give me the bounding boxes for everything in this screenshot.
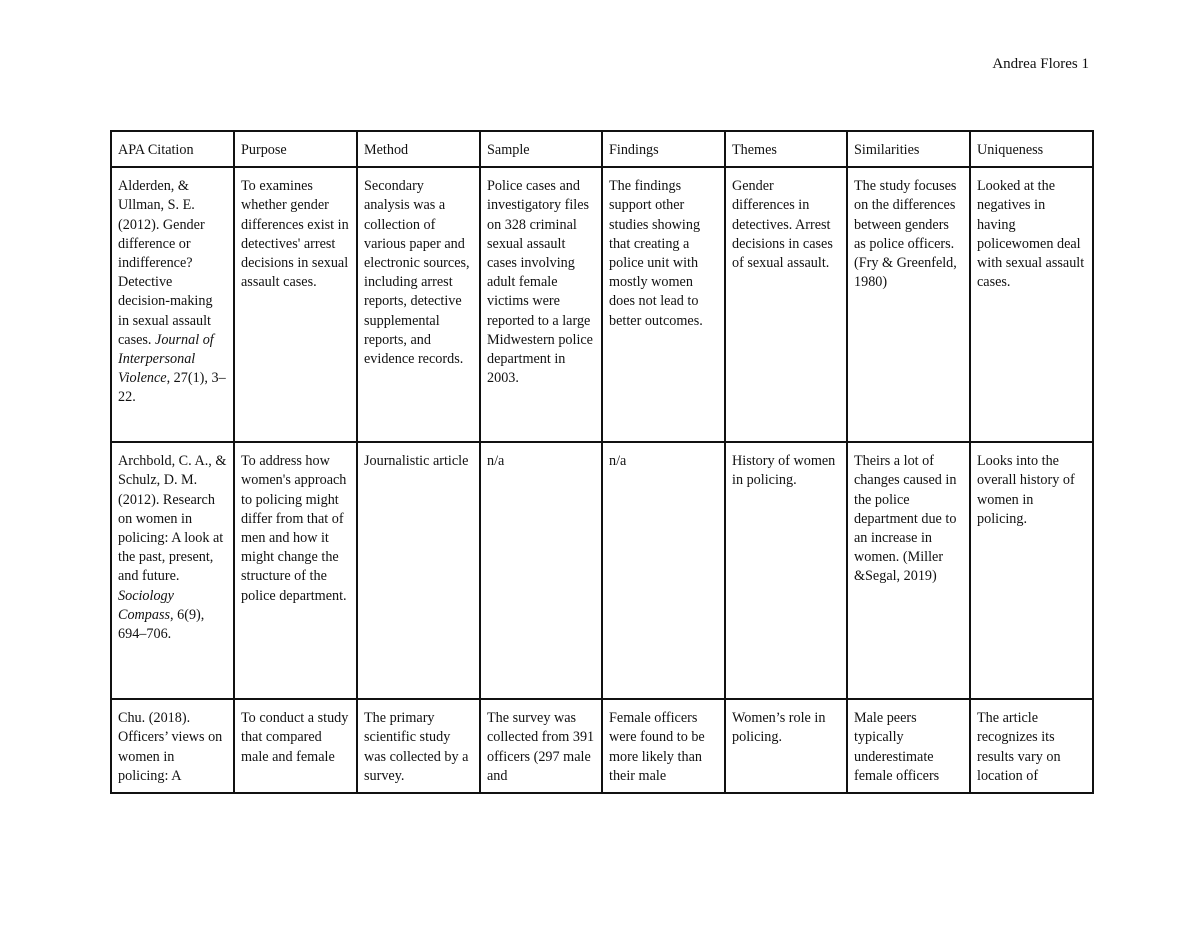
findings-cell: The findings support other studies showing that creating a police unit with mostly women does not lead to better outcomes. — [602, 167, 725, 442]
table-row — [111, 442, 1093, 699]
method-cell: Journalistic article — [357, 442, 480, 699]
table-row — [111, 167, 1093, 442]
citation-cell — [111, 167, 234, 442]
similarities-cell: Theirs a lot of changes caused in the police department due to an increase in women. (Miller &Segal, 2019) — [847, 442, 970, 699]
citation-text: Chu. (2018). Officers’ views on women in policing: A — [118, 710, 223, 784]
purpose-cell: To examines whether gender differences exist in detectives' arrest decisions in sexual assault cases. — [234, 167, 357, 442]
purpose-cell: To conduct a study that compared male and female — [234, 699, 357, 793]
header-purpose: Purpose — [234, 131, 357, 167]
header-findings: Findings — [602, 131, 725, 167]
sample-cell: The survey was collected from 391 officers (297 male and — [480, 699, 602, 793]
table-row — [111, 699, 1093, 793]
header-similarities: Similarities — [847, 131, 970, 167]
similarities-cell: The study focuses on the differences between genders as police officers. (Fry & Greenfeld, 1980) — [847, 167, 970, 442]
header-themes: Themes — [725, 131, 847, 167]
method-cell: Secondary analysis was a collection of various paper and electronic sources, including arrest reports, detective supplemental reports, and evidence records. — [357, 167, 480, 442]
header-sample: Sample — [480, 131, 602, 167]
citation-volume: , 6 — [170, 606, 185, 623]
page-header: Andrea Flores 1 — [992, 56, 1089, 72]
uniqueness-cell: Looked at the negatives in having policewomen deal with sexual assault cases. — [970, 167, 1093, 442]
themes-cell: Gender differences in detectives. Arrest decisions in cases of sexual assault. — [725, 167, 847, 442]
table-header-row — [111, 131, 1093, 167]
similarities-cell: Male peers typically underestimate female officers — [847, 699, 970, 793]
citation-issue: (9), 694–706. — [118, 606, 205, 643]
themes-cell: Women’s role in policing. — [725, 699, 847, 793]
citation-issue: (1), 3–22. — [118, 370, 226, 406]
purpose-cell: To address how women's approach to policing might differ from that of men and how it might change the structure of the police department. — [234, 442, 357, 699]
citation-cell — [111, 699, 234, 793]
literature-matrix-table — [110, 130, 1094, 794]
sample-cell: Police cases and investigatory files on 328 criminal sexual assault cases involving adult female victims were reported to a large Midwestern police department in 2003. — [480, 167, 602, 442]
themes-cell: History of women in policing. — [725, 442, 847, 699]
method-cell: The primary scientific study was collected by a survey. — [357, 699, 480, 793]
citation-journal: Journal of Interpersonal Violence — [118, 331, 214, 387]
findings-cell: n/a — [602, 442, 725, 699]
citation-text: Archbold, C. A., & Schulz, D. M. (2012). Research on women in policing: A look at the past, present, and future. — [118, 453, 227, 585]
uniqueness-cell: Looks into the overall history of women in policing. — [970, 442, 1093, 699]
citation-volume: , 27 — [166, 370, 188, 387]
header-apa-citation: APA Citation — [111, 131, 234, 167]
findings-cell: Female officers were found to be more likely than their male — [602, 699, 725, 793]
citation-text: Alderden, & Ullman, S. E. (2012). Gender difference or indifference? Detective decision-making in sexual assault cases. — [118, 178, 213, 348]
uniqueness-cell: The article recognizes its results vary on location of — [970, 699, 1093, 793]
citation-journal: Sociology Compass — [118, 587, 174, 623]
header-method: Method — [357, 131, 480, 167]
citation-cell — [111, 442, 234, 699]
header-uniqueness: Uniqueness — [970, 131, 1093, 167]
sample-cell: n/a — [480, 442, 602, 699]
